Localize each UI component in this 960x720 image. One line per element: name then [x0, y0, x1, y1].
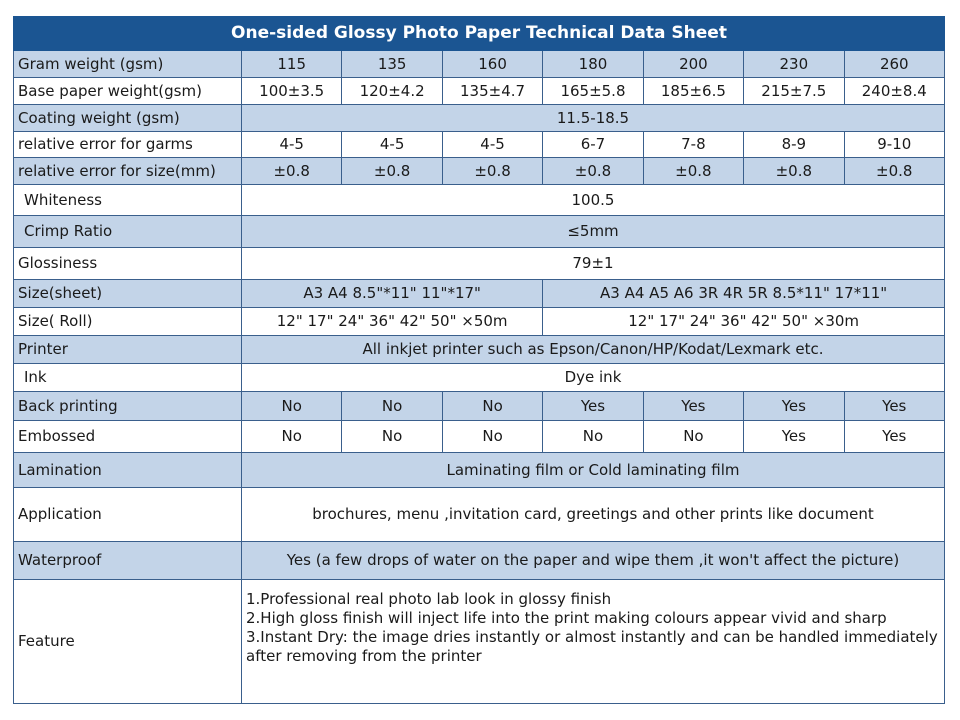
cell: No	[242, 421, 342, 453]
cell: brochures, menu ,invitation card, greetings and other prints like document	[242, 488, 945, 542]
cell: 100±3.5	[242, 78, 342, 105]
row-label: relative error for garms	[14, 132, 242, 158]
row-label: Size(sheet)	[14, 280, 242, 308]
cell: 160	[442, 51, 542, 78]
row-size-sheet	[14, 280, 945, 308]
cell: 4-5	[242, 132, 342, 158]
cell: Yes	[844, 392, 944, 421]
row-size-roll	[14, 308, 945, 336]
cell: 6-7	[543, 132, 643, 158]
cell: No	[643, 421, 743, 453]
cell: 120±4.2	[342, 78, 442, 105]
cell: Yes	[744, 392, 844, 421]
cell: 165±5.8	[543, 78, 643, 105]
cell: No	[342, 392, 442, 421]
row-application	[14, 488, 945, 542]
cell: ≤5mm	[242, 216, 945, 248]
row-ink	[14, 364, 945, 392]
cell: No	[442, 392, 542, 421]
row-coating	[14, 105, 945, 132]
cell: No	[543, 421, 643, 453]
cell: 8-9	[744, 132, 844, 158]
cell: Laminating film or Cold laminating film	[242, 453, 945, 488]
row-label: Size( Roll)	[14, 308, 242, 336]
sheet-title: One-sided Glossy Photo Paper Technical Data Sheet	[14, 17, 945, 51]
cell: 135	[342, 51, 442, 78]
feature-line: 3.Instant Dry: the image dries instantly or almost instantly and can be handled immediately after removing from the printer	[246, 628, 938, 665]
row-label: Coating weight (gsm)	[14, 105, 242, 132]
cell: ±0.8	[643, 158, 743, 185]
feature-line: 2.High gloss finish will inject life into the print making colours appear vivid and sharp	[246, 609, 887, 627]
row-label: Waterproof	[14, 542, 242, 580]
row-label: Feature	[14, 580, 242, 704]
row-label: Whiteness	[14, 185, 242, 216]
row-label: Back printing	[14, 392, 242, 421]
title-row	[14, 17, 945, 51]
cell: Dye ink	[242, 364, 945, 392]
cell: 12" 17" 24" 36" 42" 50" ×30m	[543, 308, 945, 336]
cell: 12" 17" 24" 36" 42" 50" ×50m	[242, 308, 543, 336]
row-label: Printer	[14, 336, 242, 364]
row-label: Embossed	[14, 421, 242, 453]
cell: 185±6.5	[643, 78, 743, 105]
row-label: Base paper weight(gsm)	[14, 78, 242, 105]
row-printer	[14, 336, 945, 364]
cell: ±0.8	[543, 158, 643, 185]
cell: 200	[643, 51, 743, 78]
row-label: Ink	[14, 364, 242, 392]
cell: 230	[744, 51, 844, 78]
row-waterproof	[14, 542, 945, 580]
cell: 4-5	[342, 132, 442, 158]
feature-line: 1.Professional real photo lab look in glossy finish	[246, 590, 612, 608]
row-label: Application	[14, 488, 242, 542]
row-whiteness	[14, 185, 945, 216]
cell: A3 A4 A5 A6 3R 4R 5R 8.5*11" 17*11"	[543, 280, 945, 308]
row-error-garms	[14, 132, 945, 158]
row-error-size	[14, 158, 945, 185]
feature-list	[242, 580, 945, 704]
cell: All inkjet printer such as Epson/Canon/HP/Kodat/Lexmark etc.	[242, 336, 945, 364]
cell: No	[242, 392, 342, 421]
cell: ±0.8	[442, 158, 542, 185]
cell: 9-10	[844, 132, 944, 158]
row-base-paper	[14, 78, 945, 105]
row-lamination	[14, 453, 945, 488]
row-glossiness	[14, 248, 945, 280]
cell: 135±4.7	[442, 78, 542, 105]
row-back-printing	[14, 392, 945, 421]
row-feature	[14, 580, 945, 704]
cell: ±0.8	[242, 158, 342, 185]
cell: 100.5	[242, 185, 945, 216]
cell: 215±7.5	[744, 78, 844, 105]
cell: 180	[543, 51, 643, 78]
cell: Yes (a few drops of water on the paper and wipe them ,it won't affect the picture)	[242, 542, 945, 580]
cell: No	[342, 421, 442, 453]
cell: A3 A4 8.5"*11" 11"*17"	[242, 280, 543, 308]
row-label: Gram weight (gsm)	[14, 51, 242, 78]
cell: ±0.8	[744, 158, 844, 185]
cell: 79±1	[242, 248, 945, 280]
cell: Yes	[643, 392, 743, 421]
cell: ±0.8	[844, 158, 944, 185]
row-label: Lamination	[14, 453, 242, 488]
cell: 260	[844, 51, 944, 78]
cell: Yes	[543, 392, 643, 421]
cell: Yes	[744, 421, 844, 453]
data-sheet-table	[13, 16, 945, 704]
cell: Yes	[844, 421, 944, 453]
cell: 240±8.4	[844, 78, 944, 105]
cell: 7-8	[643, 132, 743, 158]
row-label: Crimp Ratio	[14, 216, 242, 248]
cell: 115	[242, 51, 342, 78]
row-gram-weight	[14, 51, 945, 78]
row-label: relative error for size(mm)	[14, 158, 242, 185]
cell: ±0.8	[342, 158, 442, 185]
cell: 11.5-18.5	[242, 105, 945, 132]
row-crimp	[14, 216, 945, 248]
row-label: Glossiness	[14, 248, 242, 280]
cell: No	[442, 421, 542, 453]
row-embossed	[14, 421, 945, 453]
cell: 4-5	[442, 132, 542, 158]
